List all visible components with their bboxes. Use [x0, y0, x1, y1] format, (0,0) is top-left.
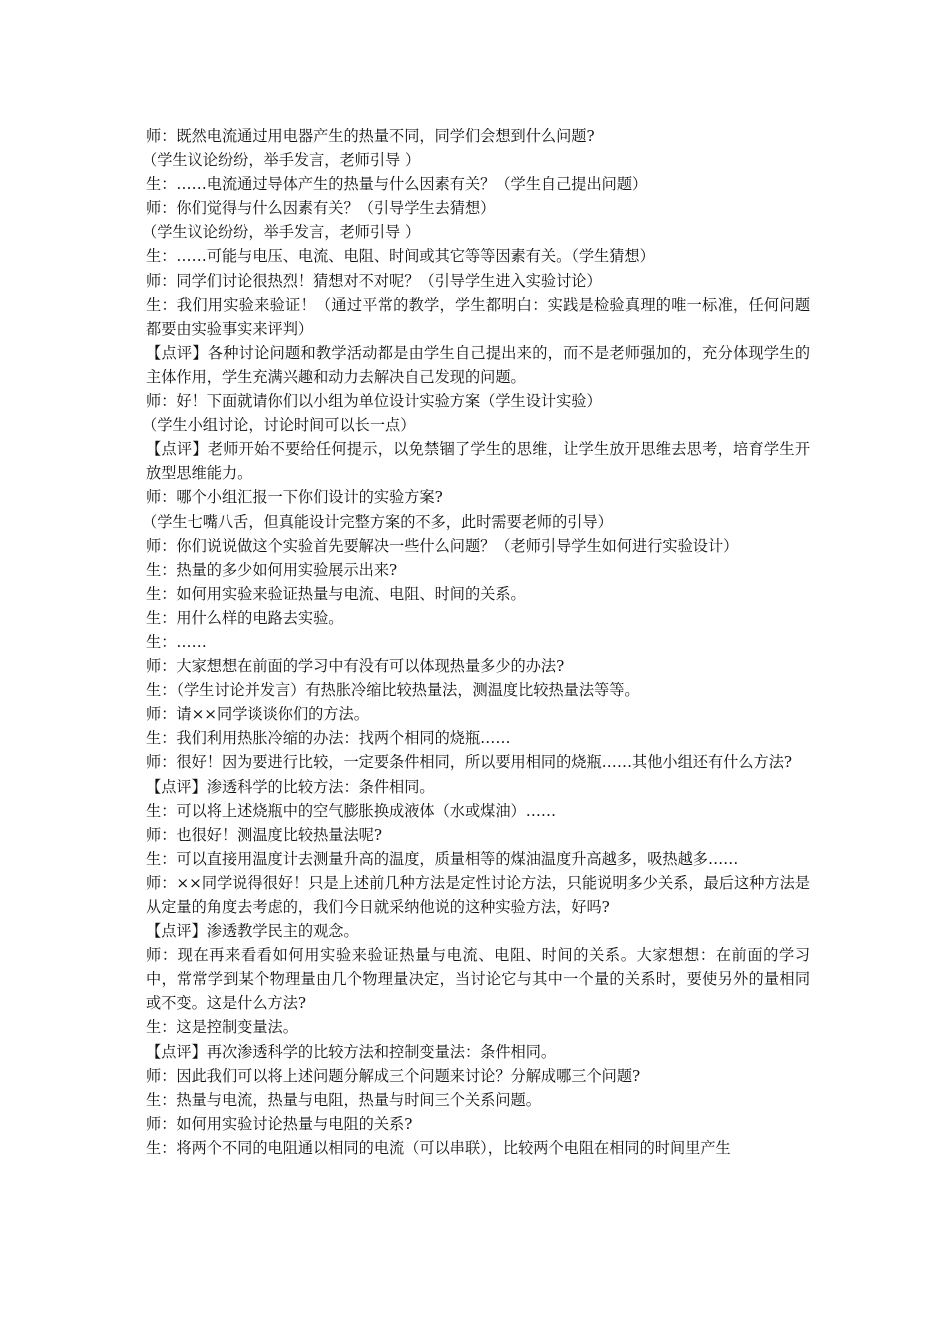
paragraph: 师：因此我们可以将上述问题分解成三个问题来讨论？分解成哪三个问题? — [146, 1066, 641, 1085]
paragraph: 生：可以直接用温度计去测量升高的温度，质量相等的煤油温度升高越多，吸热越多…… — [146, 849, 739, 868]
paragraph: 师：现在再来看看如何用实验来验证热量与电流、电阻、时间的关系。大家想想：在前面的学习中，常常学到某个物理量由几个物理量决定，当讨论它与其中一个量的关系时，要使另外的量相同或不变。这是什么方法? — [146, 946, 810, 1013]
paragraph: 师：你们觉得与什么因素有关？（引导学生去猜想） — [146, 199, 496, 218]
paragraph: （学生议论纷纷，举手发言，老师引导 ） — [142, 151, 421, 170]
paragraph: 生：用什么样的电路去实验。 — [146, 608, 344, 627]
paragraph: 师：大家想想在前面的学习中有没有可以体现热量多少的办法? — [146, 657, 565, 676]
paragraph: 生：这是控制变量法。 — [146, 1018, 298, 1037]
paragraph: 师：哪个小组汇报一下你们设计的实验方案? — [146, 488, 443, 507]
paragraph: 生：……电流通过导体产生的热量与什么因素有关？（学生自己提出问题） — [146, 175, 648, 194]
paragraph: （学生议论纷纷，举手发言，老师引导 ） — [142, 223, 421, 242]
paragraph: 师：你们说说做这个实验首先要解决一些什么问题？（老师引导学生如何进行实验设计） — [146, 536, 739, 555]
paragraph: 生：…… — [146, 632, 207, 651]
paragraph: 生：我们用实验来验证！（通过平常的教学，学生都明白：实践是检验真理的唯一标准，任何问题都要由实验事实来评判） — [146, 295, 810, 338]
paragraph: 师：如何用实验讨论热量与电阻的关系? — [146, 1114, 413, 1133]
paragraph: 生：我们利用热胀冷缩的办法：找两个相同的烧瓶…… — [146, 729, 511, 748]
comment-paragraph: 【点评】老师开始不要给任何提示，以免禁锢了学生的思维，让学生放开思维去思考，培育学生开放型思维能力。 — [146, 440, 810, 483]
paragraph: 生：将两个不同的电阻通以相同的电流（可以串联），比较两个电阻在相同的时间里产生 — [146, 1138, 731, 1157]
comment-paragraph: 【点评】渗透科学的比较方法：条件相同。 — [146, 777, 435, 796]
paragraph: 生：热量的多少如何用实验展示出来? — [146, 560, 398, 579]
document-body — [142, 124, 810, 1160]
paragraph: 师：既然电流通过用电器产生的热量不同，同学们会想到什么问题? — [146, 127, 595, 145]
comment-paragraph: 【点评】渗透教学民主的观念。 — [146, 922, 359, 941]
paragraph: （学生七嘴八舌，但真能设计完整方案的不多，此时需要老师的引导） — [142, 512, 613, 531]
paragraph: 生：如何用实验来验证热量与电流、电阻、时间的关系。 — [146, 584, 526, 603]
paragraph: 师：很好！因为要进行比较，一定要条件相同，所以要用相同的烧瓶……其他小组还有什么方法? — [146, 753, 793, 772]
paragraph: 生：热量与电流，热量与电阻，热量与时间三个关系问题。 — [146, 1090, 541, 1109]
paragraph: 师：请××同学谈谈你们的方法。 — [146, 705, 369, 724]
paragraph: 师：××同学说得很好！只是上述前几种方法是定性讨论方法，只能说明多少关系，最后这种方法是从定量的角度去考虑的，我们今日就采纳他说的这种实验方法，好吗? — [146, 873, 810, 916]
comment-paragraph: 【点评】各种讨论问题和教学活动都是由学生自己提出来的，而不是老师强加的，充分体现学生的主体作用，学生充满兴趣和动力去解决自己发现的问题。 — [146, 343, 810, 386]
paragraph: 师：好！下面就请你们以小组为单位设计实验方案（学生设计实验） — [146, 392, 602, 411]
paragraph: 生：（学生讨论并发言）有热胀冷缩比较热量法，测温度比较热量法等等。 — [146, 681, 640, 700]
paragraph: 师：也很好！测温度比较热量法呢? — [146, 825, 382, 844]
paragraph: 师：同学们讨论很热烈！猜想对不对呢？（引导学生进入实验讨论） — [146, 271, 602, 290]
paragraph: （学生小组讨论，讨论时间可以长一点） — [142, 416, 416, 435]
paragraph: 生：可以将上述烧瓶中的空气膨胀换成液体（水或煤油）…… — [146, 801, 557, 820]
comment-paragraph: 【点评】再次渗透科学的比较方法和控制变量法：条件相同。 — [146, 1042, 557, 1061]
paragraph: 生：……可能与电压、电流、电阻、时间或其它等等因素有关。（学生猜想） — [146, 247, 655, 266]
